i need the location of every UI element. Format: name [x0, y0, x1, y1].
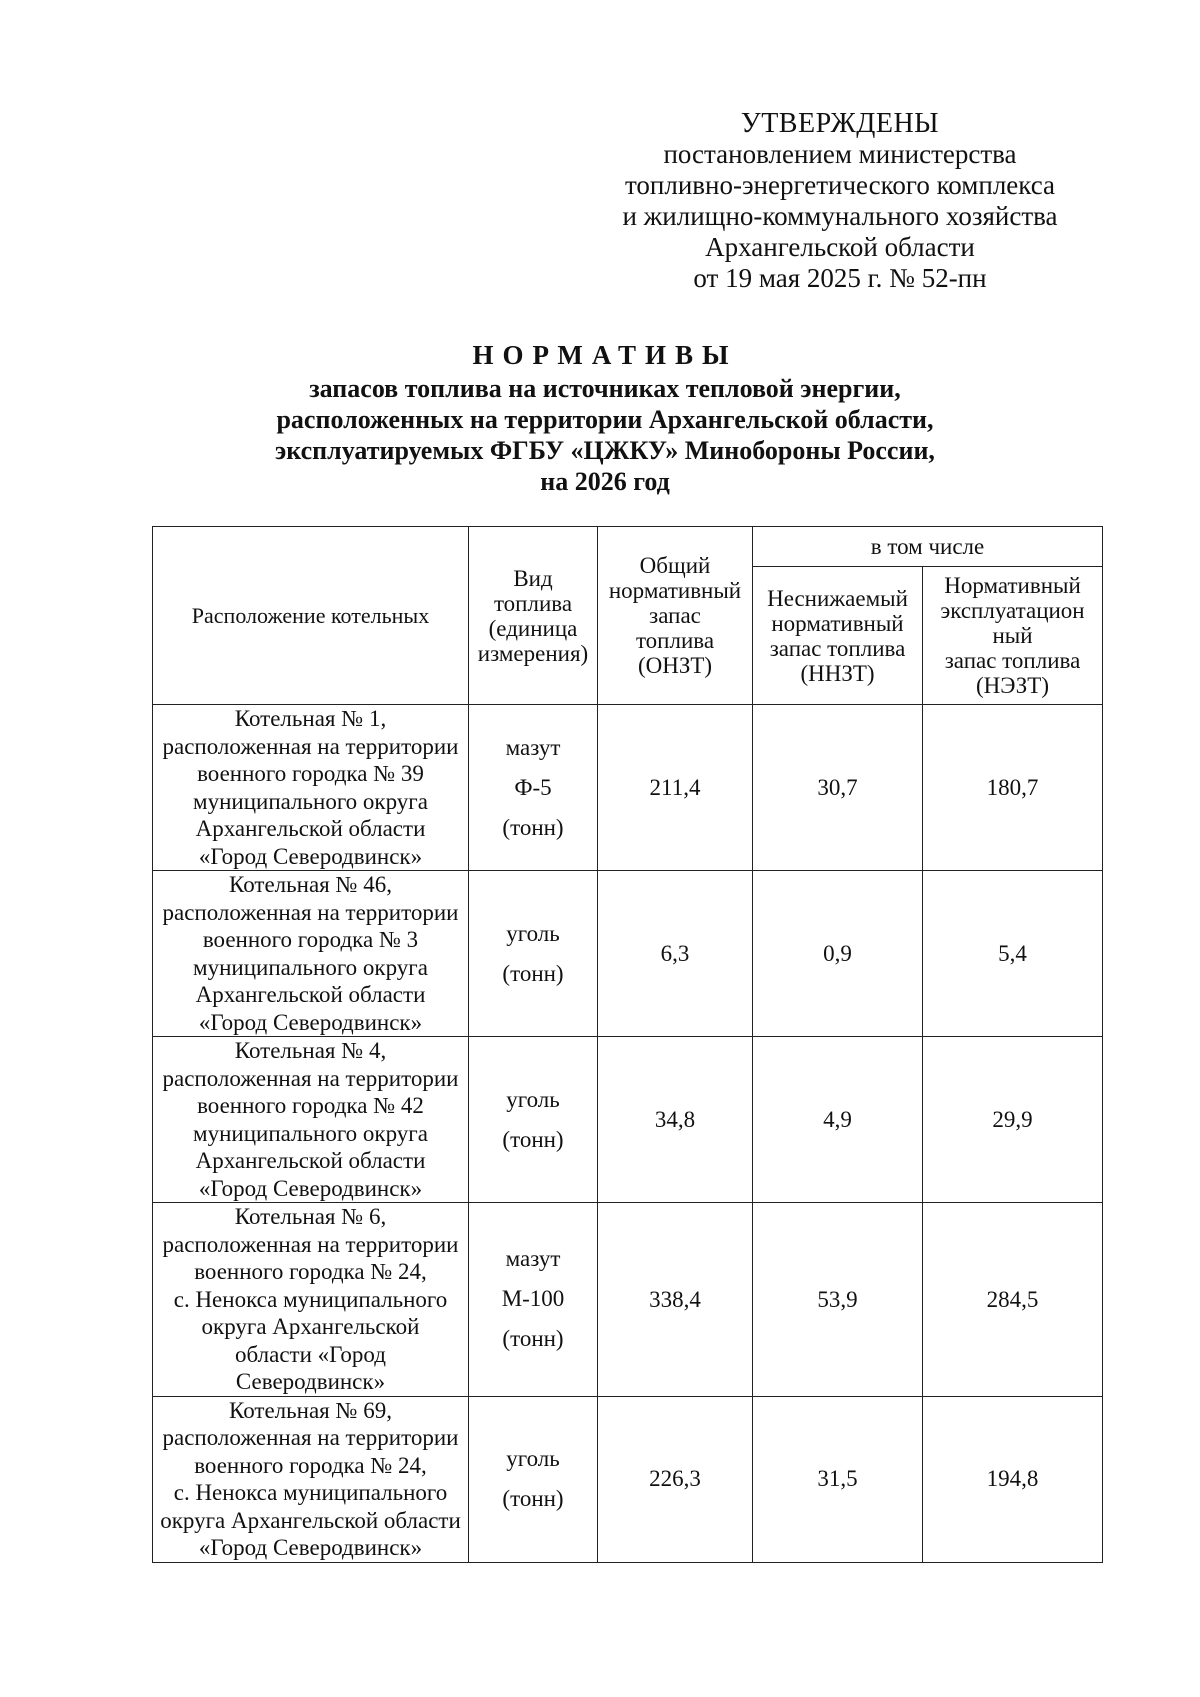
- row-fuel-type: уголь (тонн): [469, 1396, 598, 1562]
- row-nezt: 194,8: [923, 1396, 1103, 1562]
- row-total: 34,8: [598, 1037, 753, 1203]
- row-nnzt: 53,9: [753, 1203, 923, 1397]
- header-fuel-type: Вид топлива (единица измерения): [469, 527, 598, 705]
- table-row: [153, 1203, 1103, 1397]
- row-fuel-type: мазут Ф-5 (тонн): [469, 705, 598, 871]
- row-nezt: 5,4: [923, 871, 1103, 1037]
- header-total-onzt: Общий нормативный запас топлива (ОНЗТ): [598, 527, 753, 705]
- fuel-norms-table: [152, 526, 1103, 1563]
- row-nezt: 29,9: [923, 1037, 1103, 1203]
- row-location: Котельная № 1, расположенная на территории военного городка № 39 муниципального округа Архангельской области «Город Северодвинск»: [153, 705, 469, 871]
- approval-line: и жилищно-коммунального хозяйства: [622, 201, 1058, 231]
- row-nezt: 284,5: [923, 1203, 1103, 1397]
- document-title: [220, 340, 990, 497]
- row-nezt: 180,7: [923, 705, 1103, 871]
- row-fuel-type: уголь (тонн): [469, 1037, 598, 1203]
- table-row: [153, 871, 1103, 1037]
- row-location: Котельная № 6, расположенная на территории военного городка № 24, с. Ненокса муниципального округа Архангельской области «Город Северодвинск»: [153, 1203, 469, 1397]
- row-location: Котельная № 69, расположенная на территории военного городка № 24, с. Ненокса муниципального округа Архангельской области «Город Северодвинск»: [153, 1396, 469, 1562]
- header-nnzt: Неснижаемый нормативный запас топлива (ННЗТ): [753, 567, 923, 705]
- title-line: запасов топлива на источниках тепловой энергии,: [309, 374, 901, 403]
- table-row: [153, 705, 1103, 871]
- row-total: 211,4: [598, 705, 753, 871]
- title-line: на 2026 год: [540, 467, 670, 496]
- table-row: [153, 1037, 1103, 1203]
- header-including: в том числе: [753, 527, 1103, 567]
- row-nnzt: 30,7: [753, 705, 923, 871]
- title-line: расположенных на территории Архангельской области,: [276, 405, 934, 434]
- title-line: эксплуатируемых ФГБУ «ЦЖКУ» Минобороны России,: [275, 436, 935, 465]
- approval-line: постановлением министерства: [663, 139, 1017, 169]
- row-total: 6,3: [598, 871, 753, 1037]
- table-row: [153, 1396, 1103, 1562]
- approval-line: топливно-энергетического комплекса: [624, 170, 1056, 200]
- approval-date-line: от 19 мая 2025 г. № 52-пн: [693, 263, 987, 293]
- row-total: 338,4: [598, 1203, 753, 1397]
- header-nezt: Нормативный эксплуатацион ный запас топлива (НЭЗТ): [923, 567, 1103, 705]
- header-location: Расположение котельных: [153, 527, 469, 705]
- row-fuel-type: мазут М-100 (тонн): [469, 1203, 598, 1397]
- approval-stamp: [590, 108, 1090, 294]
- approval-heading: УТВЕРЖДЕНЫ: [740, 108, 940, 139]
- row-nnzt: 31,5: [753, 1396, 923, 1562]
- row-total: 226,3: [598, 1396, 753, 1562]
- approval-line: Архангельской области: [705, 232, 975, 262]
- row-location: Котельная № 4, расположенная на территории военного городка № 42 муниципального округа Архангельской области «Город Северодвинск»: [153, 1037, 469, 1203]
- row-location: Котельная № 46, расположенная на территории военного городка № 3 муниципального округа Архангельской области «Город Северодвинск»: [153, 871, 469, 1037]
- row-fuel-type: уголь (тонн): [469, 871, 598, 1037]
- row-nnzt: 0,9: [753, 871, 923, 1037]
- row-nnzt: 4,9: [753, 1037, 923, 1203]
- title-main: НОРМАТИВЫ: [472, 340, 738, 370]
